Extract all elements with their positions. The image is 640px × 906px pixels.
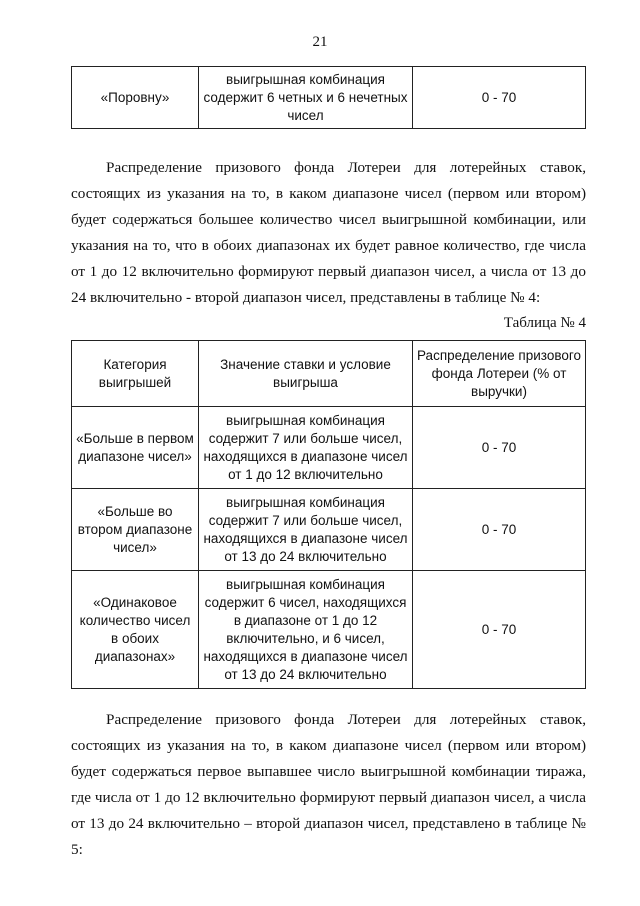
condition-cell: выигрышная комбинация содержит 7 или больше чисел, находящихся в диапазоне чисел от 1 до 12 включительно (199, 407, 413, 489)
table-row (72, 407, 586, 489)
table-header-row (72, 341, 586, 407)
distribution-cell: 0 - 70 (413, 407, 586, 489)
table-row (72, 489, 586, 571)
header-distribution: Распределение призового фонда Лотереи (% от выручки) (413, 341, 586, 407)
header-condition: Значение ставки и условие выигрыша (199, 341, 413, 407)
condition-cell: выигрышная комбинация содержит 6 чисел, находящихся в диапазоне от 1 до 12 включительно, и 6 чисел, находящихся в диапазоне чисел от 13 до 24 включительно (199, 571, 413, 689)
distribution-cell: 0 - 70 (413, 67, 586, 129)
category-cell: «Поровну» (72, 67, 199, 129)
table4-caption: Таблица № 4 (503, 315, 586, 331)
page-number: 21 (312, 34, 328, 50)
category-cell: «Больше в первом диапазоне чисел» (72, 407, 199, 489)
condition-cell: выигрышная комбинация содержит 6 четных и 6 нечетных чисел (199, 67, 413, 129)
paragraph-table5-intro: Распределение призового фонда Лотереи для лотерейных ставок, состоящих из указания на то, в каком диапазоне чисел (первом или втором) будет содержаться первое выпавшее число выигрышной комбинации тиража, где числа от 1 до 12 включительно формируют первый диапазон чисел, а числа от 13 до 24 включительно – второй диапазон чисел, представлено в таблице № 5: (71, 711, 586, 858)
condition-cell: выигрышная комбинация содержит 7 или больше чисел, находящихся в диапазоне чисел от 13 до 24 включительно (199, 489, 413, 571)
continued-table (71, 66, 586, 129)
table-row (72, 571, 586, 689)
category-cell: «Больше во втором диапазоне чисел» (72, 489, 199, 571)
table-4 (71, 340, 586, 689)
distribution-cell: 0 - 70 (413, 489, 586, 571)
paragraph-table4-intro: Распределение призового фонда Лотереи для лотерейных ставок, состоящих из указания на то, в каком диапазоне чисел (первом или втором) будет содержаться большее количество чисел выигрышной комбинации, или указания на то, что в обоих диапазонах их будет равное количество, где числа от 1 до 12 включительно формируют первый диапазон чисел, а числа от 13 до 24 включительно - второй диапазон чисел, представлены в таблице № 4: (71, 159, 586, 306)
header-category: Категория выигрышей (72, 341, 199, 407)
distribution-cell: 0 - 70 (413, 571, 586, 689)
table-row (72, 67, 586, 129)
category-cell: «Одинаковое количество чисел в обоих диапазонах» (72, 571, 199, 689)
